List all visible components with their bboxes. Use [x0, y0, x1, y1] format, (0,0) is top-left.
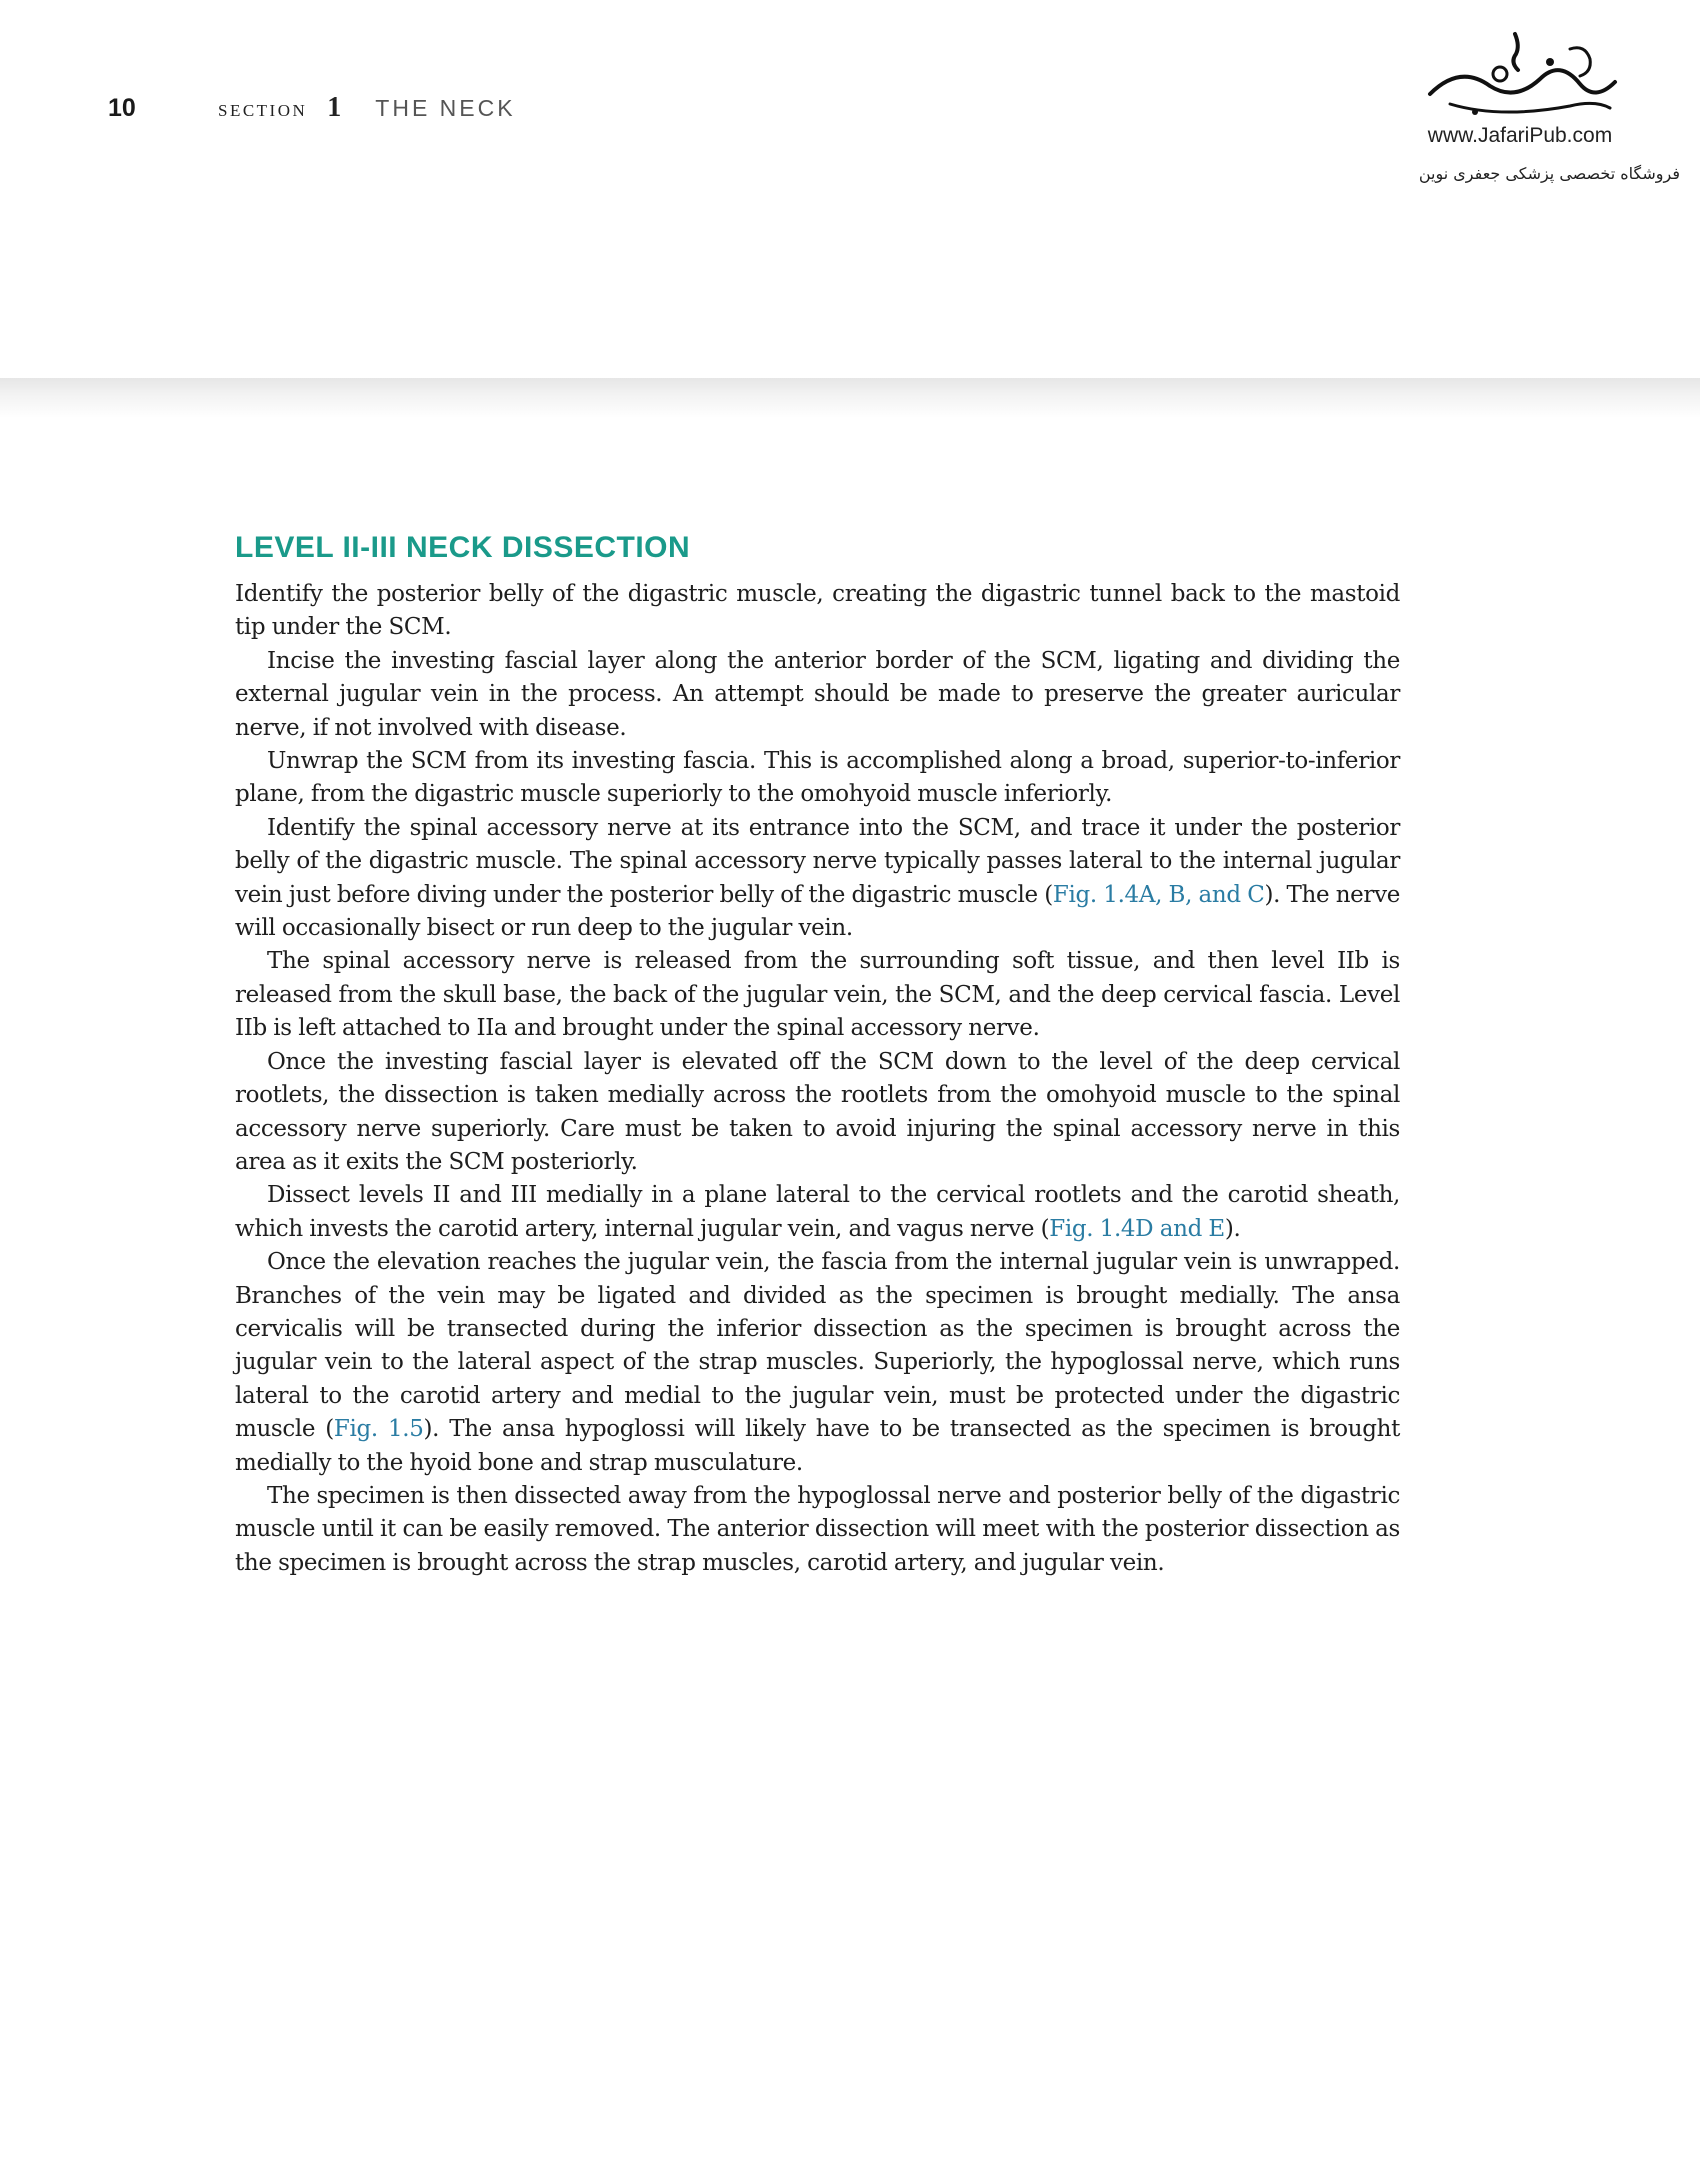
publisher-tagline: فروشگاه تخصصی پزشکی جعفری نوین [1418, 164, 1680, 183]
section-heading: LEVEL II-III NECK DISSECTION [235, 531, 691, 564]
paragraph-text: Unwrap the SCM from its investing fascia. This is accomplished along a broad, superior-to-inferior plane, from the digastric muscle superiorly to the omohyoid muscle inferiorly. [235, 748, 1400, 808]
paragraph [235, 1246, 1400, 1480]
paragraph [235, 645, 1400, 745]
main-content [235, 528, 1400, 1580]
section-number: 1 [327, 92, 342, 123]
publisher-url: www.JafariPub.com [1427, 124, 1613, 147]
figure-reference-link[interactable]: Fig. 1.4A, B, and C [1052, 881, 1265, 908]
paragraph [235, 812, 1400, 946]
publisher-logo-icon [1420, 24, 1620, 124]
figure-reference-link[interactable]: Fig. 1.4D and E [1049, 1215, 1225, 1242]
header-divider [0, 378, 1700, 418]
paragraph-text: Identify the posterior belly of the digastric muscle, creating the digastric tunnel back to the mastoid tip under the SCM. [235, 581, 1400, 641]
section-title: THE NECK [375, 95, 516, 121]
paragraph-text: Once the elevation reaches the jugular vein, the fascia from the internal jugular vein is unwrapped. Branches of the vein may be ligated and divided as the specimen is brought medially. The ansa cervicalis will be transected during the inferior dissection as the specimen is brought across the jugular vein to the lateral aspect of the strap muscles. Superiorly, the hypoglossal nerve, which runs lateral to the carotid artery and medial to the jugular vein, must be protected under the digastric muscle ( [235, 1249, 1400, 1443]
paragraph [235, 1046, 1400, 1180]
page-number: 10 [108, 94, 136, 122]
paragraph-text: The spinal accessory nerve is released from the surrounding soft tissue, and then level IIb is released from the skull base, the back of the jugular vein, the SCM, and the deep cervical fascia. Level IIb is left attached to IIa and brought under the spinal accessory nerve. [235, 948, 1400, 1042]
figure-reference-link[interactable]: Fig. 1.5 [333, 1416, 424, 1443]
paragraph-text: ). [1224, 1215, 1241, 1242]
paragraph-text: ). The ansa hypoglossi will likely have to be transected as the specimen is brought medially to the hyoid bone and strap musculature. [235, 1416, 1400, 1476]
paragraph-text: Incise the investing fascial layer along the anterior border of the SCM, ligating and dividing the external jugular vein in the process. An attempt should be made to preserve the greater auricular nerve, if not involved with disease. [235, 647, 1400, 741]
paragraph-text: Once the investing fascial layer is elevated off the SCM down to the level of the deep cervical rootlets, the dissection is taken medially across the rootlets from the omohyoid muscle to the spinal accessory nerve superiorly. Care must be taken to avoid injuring the spinal accessory nerve in this area as it exits the SCM posteriorly. [235, 1048, 1400, 1175]
paragraph-text: The specimen is then dissected away from the hypoglossal nerve and posterior belly of the digastric muscle until it can be easily removed. The anterior dissection will meet with the posterior dissection as the specimen is brought across the strap muscles, carotid artery, and jugular vein. [235, 1482, 1400, 1576]
paragraph-text: Dissect levels II and III medially in a plane lateral to the cervical rootlets and the carotid sheath, which invests the carotid artery, internal jugular vein, and vagus nerve ( [235, 1182, 1400, 1242]
paragraph [235, 1480, 1400, 1580]
body-text [235, 578, 1400, 1580]
section-label: section [218, 96, 308, 122]
publisher-watermark [1380, 24, 1680, 194]
paragraph [235, 745, 1400, 812]
paragraph [235, 945, 1400, 1045]
running-head [108, 92, 516, 132]
paragraph-text: ). The nerve will occasionally bisect or run deep to the jugular vein. [235, 881, 1400, 942]
paragraph [235, 578, 1400, 645]
paragraph-text: Identify the spinal accessory nerve at its entrance into the SCM, and trace it under the posterior belly of the digastric muscle. The spinal accessory nerve typically passes lateral to the internal jugular vein just before diving under the posterior belly of the digastric muscle ( [235, 814, 1400, 908]
paragraph [235, 1179, 1400, 1246]
